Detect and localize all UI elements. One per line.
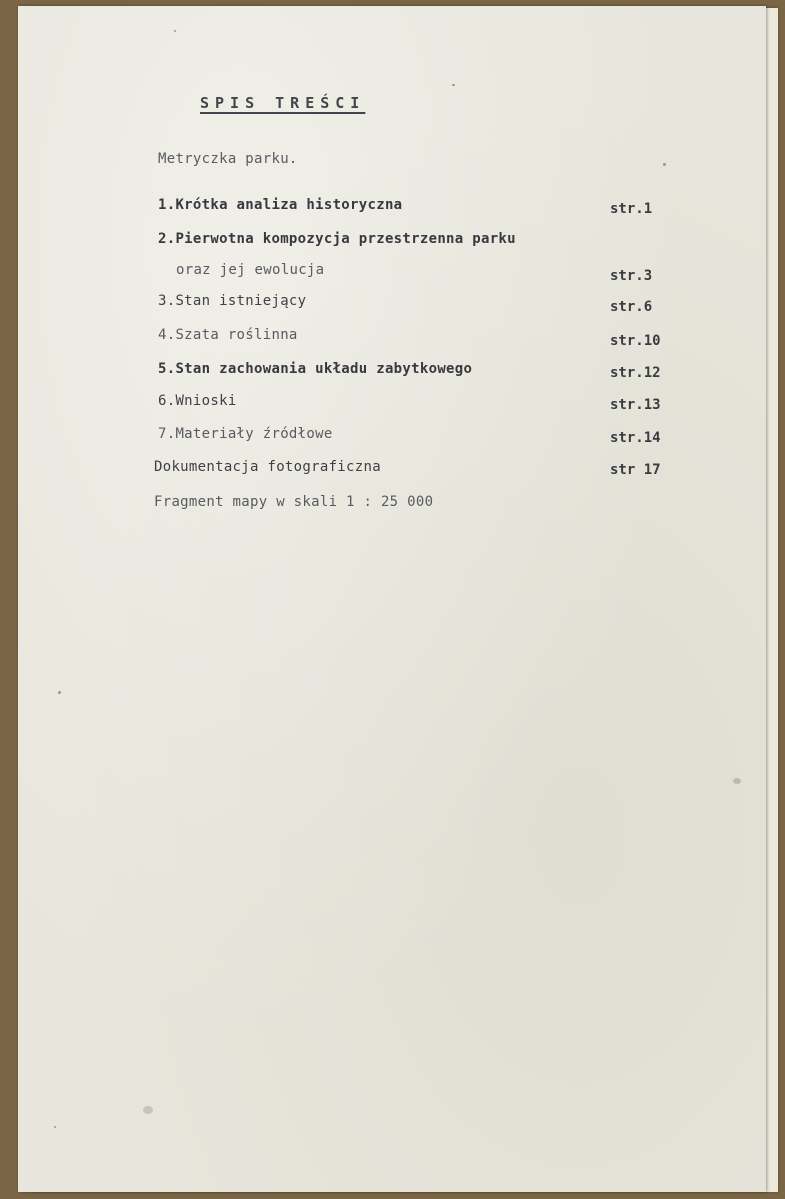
toc-page-8: str.14 xyxy=(610,430,661,446)
toc-entry-2: 2.Pierwotna kompozycja przestrzenna parku xyxy=(158,231,516,247)
toc-entry-1: 1.Krótka analiza historyczna xyxy=(158,197,403,213)
paper-speck xyxy=(452,84,455,86)
paper-speck xyxy=(143,1106,153,1114)
toc-entry-4: 3.Stan istniejący xyxy=(158,293,307,309)
toc-entry-8: 7.Materiały źródłowe xyxy=(158,426,333,442)
toc-page-1: str.1 xyxy=(610,201,653,217)
toc-page-3: str.3 xyxy=(610,268,653,284)
document-page xyxy=(18,6,766,1192)
paper-speck xyxy=(54,1126,56,1128)
toc-page-9: str 17 xyxy=(610,462,661,478)
page-title: SPIS TREŚCI xyxy=(200,94,366,112)
toc-page-4: str.6 xyxy=(610,299,653,315)
paper-speck xyxy=(733,778,741,784)
toc-entry-10: Fragment mapy w skali 1 : 25 000 xyxy=(154,494,434,510)
toc-page-7: str.13 xyxy=(610,397,661,413)
toc-entry-5: 4.Szata roślinna xyxy=(158,327,298,343)
toc-entry-0: Metryczka parku. xyxy=(158,151,298,167)
toc-entry-3: oraz jej ewolucja xyxy=(176,262,325,278)
toc-page-6: str.12 xyxy=(610,365,661,381)
paper-speck xyxy=(58,691,61,694)
toc-entry-9: Dokumentacja fotograficzna xyxy=(154,459,381,475)
toc-entry-6: 5.Stan zachowania układu zabytkowego xyxy=(158,361,473,377)
toc-page-5: str.10 xyxy=(610,333,661,349)
toc-entry-7: 6.Wnioski xyxy=(158,393,237,409)
paper-speck xyxy=(663,163,666,166)
paper-speck xyxy=(174,30,176,32)
